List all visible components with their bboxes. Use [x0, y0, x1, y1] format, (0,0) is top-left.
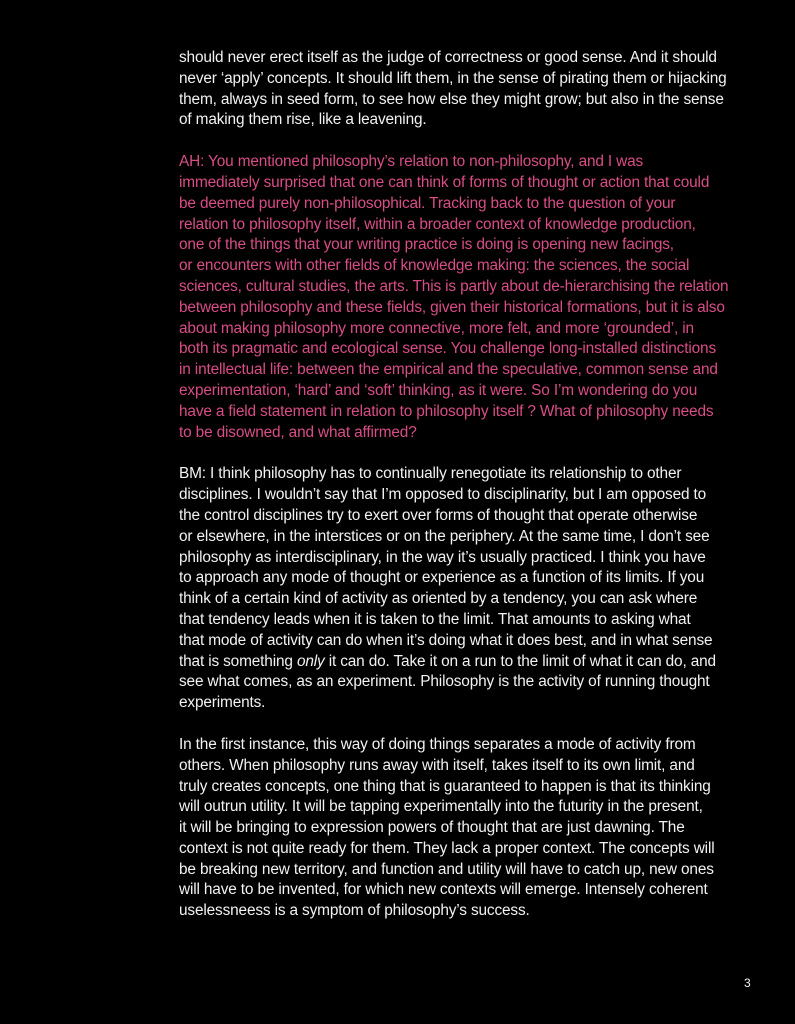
text-line: will outrun utility. It will be tapping experimentally into the futurity in the present,: [179, 798, 703, 816]
text-line: experiments.: [179, 694, 266, 712]
text-line: of making them rise, like a leavening.: [179, 111, 427, 129]
text-segment: that is something: [179, 652, 297, 670]
text-line: that tendency leads when it is taken to the limit. That amounts to asking what: [179, 610, 691, 628]
text-line: should never erect itself as the judge of correctness or good sense. And it should: [179, 49, 717, 66]
interviewer-question: [179, 152, 754, 443]
paragraph-continuation: [179, 48, 754, 131]
text-line: in intellectual life: between the empirical and the speculative, common sense and: [179, 361, 718, 379]
text-line: that mode of activity can do when it’s doing what it does best, and in what sense: [179, 631, 713, 649]
text-line: be deemed purely non-philosophical. Tracking back to the question of your: [179, 194, 676, 212]
text-line: about making philosophy more connective, more felt, and more ‘grounded’, in: [179, 319, 694, 337]
text-line: or elsewhere, in the interstices or on the periphery. At the same time, I don’t see: [179, 527, 710, 545]
text-line: or encounters with other fields of knowledge making: the sciences, the social: [179, 257, 690, 275]
text-line: context is not quite ready for them. They lack a proper context. The concepts will: [179, 839, 715, 857]
text-line: AH: You mentioned philosophy’s relation to non-philosophy, and I was: [179, 153, 644, 171]
answer-continuation: [179, 735, 754, 922]
text-line: truly creates concepts, one thing that is guaranteed to happen is that its thinking: [179, 777, 711, 795]
text-line: think of a certain kind of activity as oriented by a tendency, you can ask where: [179, 590, 698, 608]
page-body: [179, 48, 754, 943]
text-line: have a field statement in relation to philosophy itself ? What of philosophy needs: [179, 402, 714, 420]
text-line: disciplines. I wouldn’t say that I’m opposed to disciplinarity, but I am opposed to: [179, 486, 707, 504]
text-line: relation to philosophy itself, within a broader context of knowledge production,: [179, 215, 696, 233]
text-segment: it can do. Take it on a run to the limit of what it can do, and: [324, 652, 716, 670]
text-line: others. When philosophy runs away with itself, takes itself to its own limit, and: [179, 756, 695, 774]
text-line: will have to be invented, for which new contexts will emerge. Intensely coherent: [179, 881, 708, 899]
text-line: immediately surprised that one can think of forms of thought or action that could: [179, 173, 710, 191]
text-line: between philosophy and these fields, given their historical formations, but it is also: [179, 298, 725, 316]
text-line: both its pragmatic and ecological sense. You challenge long-installed distinctions: [179, 340, 716, 358]
emphasized-word: only: [296, 652, 325, 670]
text-line: to approach any mode of thought or experience as a function of its limits. If you: [179, 569, 705, 587]
text-line: sciences, cultural studies, the arts. This is partly about de-hierarchising the relation: [179, 277, 729, 295]
text-line: to be disowned, and what affirmed?: [179, 423, 417, 441]
text-line: uselessneess is a symptom of philosophy’s success.: [179, 902, 530, 920]
text-line: it will be bringing to expression powers of thought that are just dawning. The: [179, 819, 685, 837]
text-line: one of the things that your writing practice is doing is opening new facings,: [179, 236, 674, 254]
text-line: them, always in seed form, to see how else they might grow; but also in the sense: [179, 90, 724, 108]
text-line: be breaking new territory, and function and utility will have to catch up, new ones: [179, 860, 714, 878]
page-number: 3: [744, 976, 751, 990]
text-line: the control disciplines try to exert over forms of thought that operate otherwise: [179, 506, 698, 524]
text-line: never ‘apply’ concepts. It should lift them, in the sense of pirating them or hijacking: [179, 69, 727, 87]
text-line: BM: I think philosophy has to continually renegotiate its relationship to other: [179, 465, 682, 483]
interviewee-answer: [179, 464, 754, 714]
text-line: In the first instance, this way of doing things separates a mode of activity from: [179, 735, 696, 753]
text-line-with-emphasis: [179, 652, 754, 673]
text-line: philosophy as interdisciplinary, in the way it’s usually practiced. I think you have: [179, 548, 706, 566]
text-line: see what comes, as an experiment. Philosophy is the activity of running thought: [179, 673, 710, 691]
text-line: experimentation, ‘hard’ and ‘soft’ thinking, as it were. So I’m wondering do you: [179, 381, 698, 399]
